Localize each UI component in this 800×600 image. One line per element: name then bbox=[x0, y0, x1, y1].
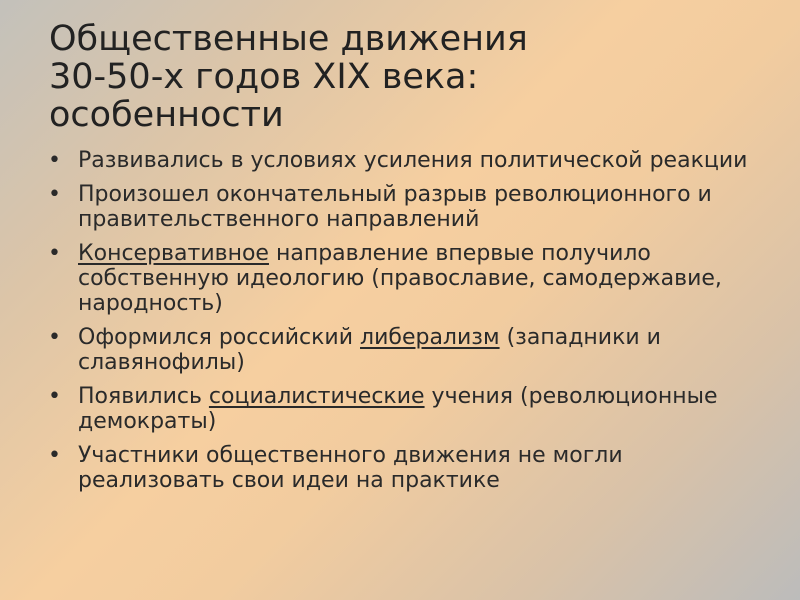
bullet-list bbox=[48, 148, 768, 502]
bullet-text-post: учения (революционные демократы) bbox=[78, 384, 718, 434]
title-line-2: 30-50-х годов XIX века: bbox=[49, 57, 479, 97]
bullet-item-1 bbox=[48, 148, 768, 173]
bullet-item-5 bbox=[48, 384, 768, 434]
bullet-dot: • bbox=[48, 325, 61, 350]
bullet-dot: • bbox=[48, 241, 61, 266]
conservative-link[interactable]: Консервативное bbox=[78, 241, 269, 266]
socialist-link[interactable]: социалистические bbox=[208, 384, 425, 409]
bullet-item-3 bbox=[48, 241, 768, 316]
bullet-dot: • bbox=[48, 182, 61, 207]
bullet-text: Произошел окончательный разрыв революционного и правительственного направлений bbox=[78, 182, 712, 232]
title-line-3: особенности bbox=[49, 95, 284, 135]
bullet-item-4 bbox=[48, 325, 768, 375]
bullet-dot: • bbox=[48, 384, 61, 409]
title-line-1: Общественные движения bbox=[49, 19, 528, 59]
bullet-text-post: направление впервые получило собственную идеологию (православие, самодержавие, народность) bbox=[78, 241, 722, 316]
bullet-item-6 bbox=[48, 443, 768, 493]
bullet-dot: • bbox=[48, 148, 61, 173]
bullet-text-pre: Оформился российский bbox=[78, 325, 361, 350]
bullet-text-post: (западники и славянофилы) bbox=[78, 325, 661, 375]
bullet-text: Развивались в условиях усиления политической реакции bbox=[78, 148, 748, 173]
bullet-text-pre: Появились bbox=[78, 384, 209, 409]
bullet-item-2 bbox=[48, 182, 768, 232]
slide-title bbox=[49, 20, 769, 134]
bullet-text: Участники общественного движения не могли реализовать свои идеи на практике bbox=[78, 443, 623, 493]
bullet-dot: • bbox=[48, 443, 61, 468]
liberalism-link[interactable]: либерализм bbox=[360, 325, 500, 350]
